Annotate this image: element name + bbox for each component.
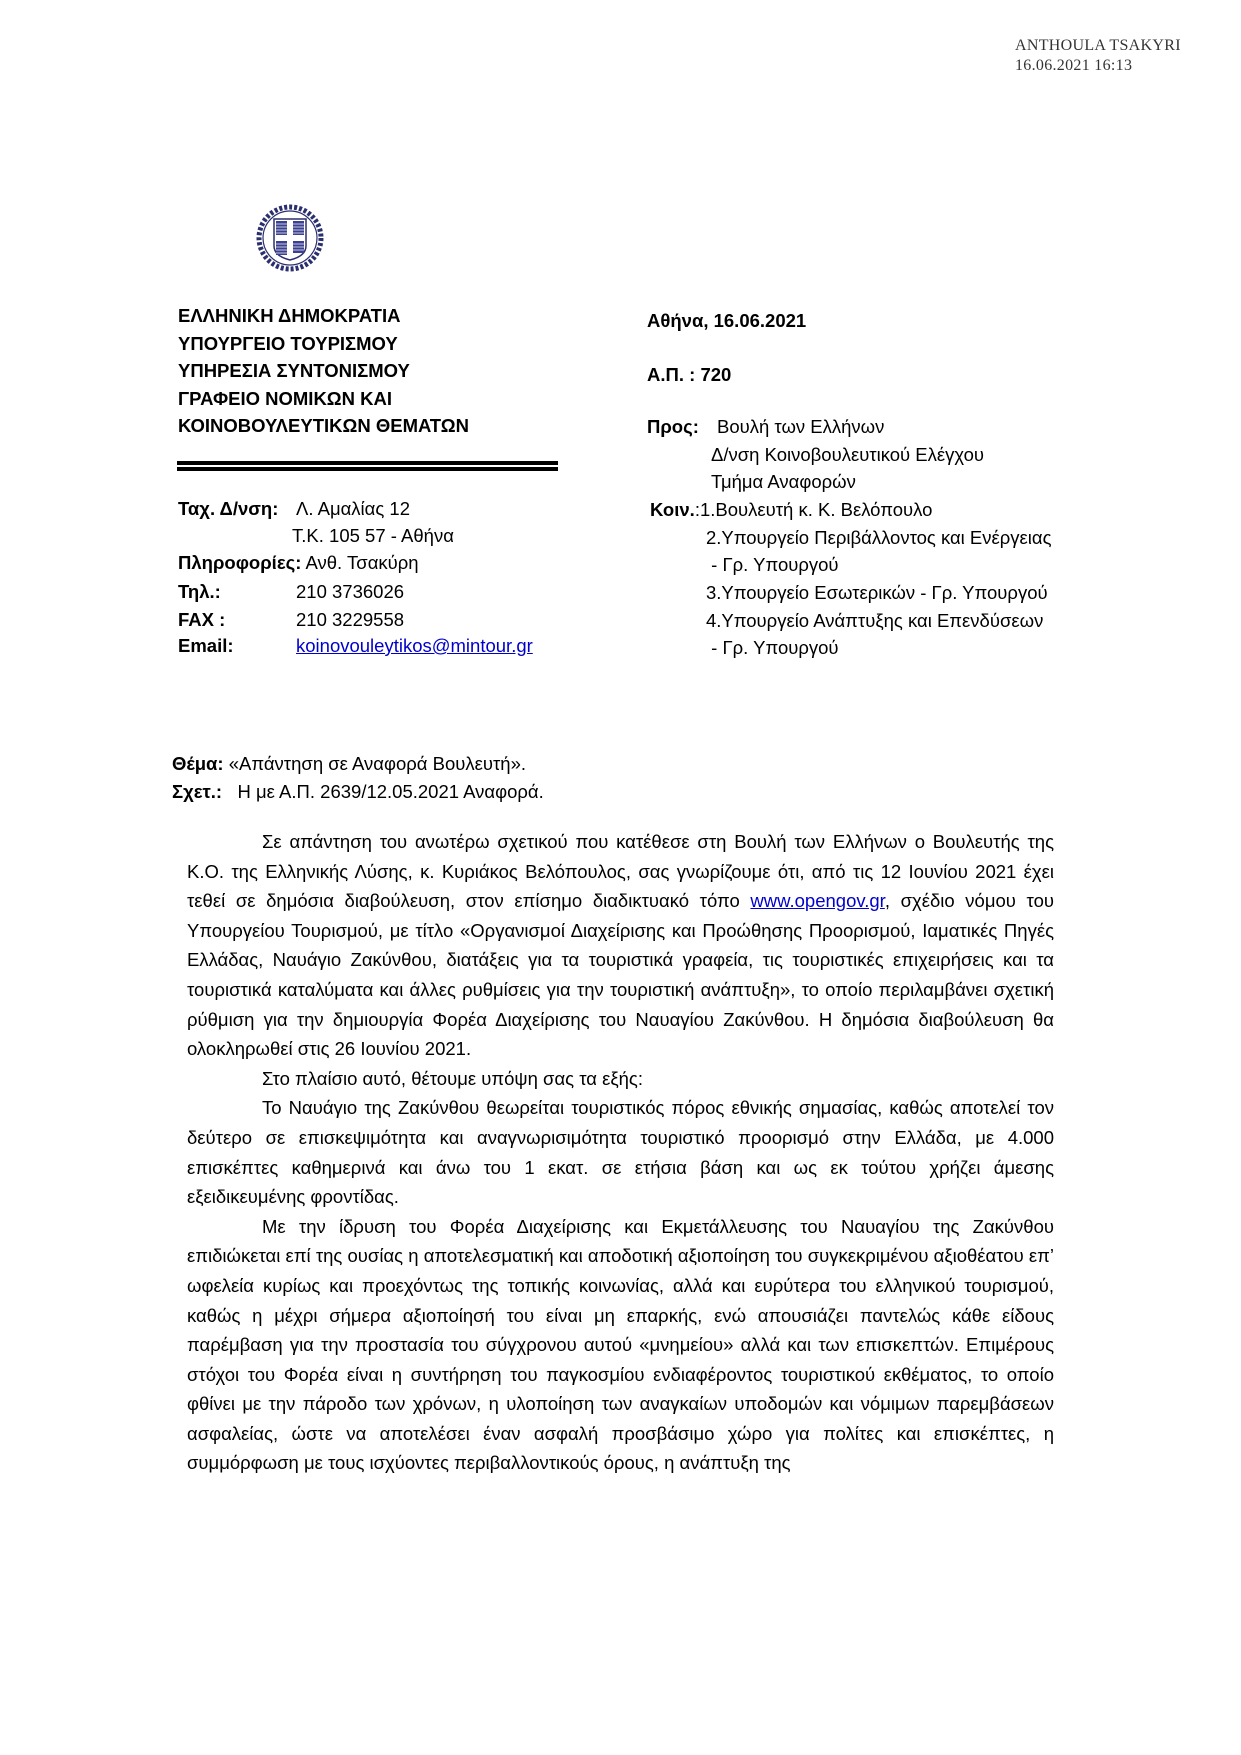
stamp-name: ANTHOULA TSAKYRI	[1015, 37, 1181, 54]
subject-row	[172, 750, 544, 778]
cc-line-1: :1.Βουλευτή κ. Κ. Βελόπουλο	[694, 499, 933, 520]
paragraph-3: Το Ναυάγιο της Ζακύνθου θεωρείται τουριστικός πόρος εθνικής σημασίας, καθώς αποτελεί τον δεύτερο σε επισκεψιμότητα και αναγνωρισιμότητα τουριστικό προορισμό στην Ελλάδα, με 4.000 επισκέπτες καθημερινά και άνω του 1 εκατ. σε ετήσια βάση και ως εκ τούτου χρήζει άμεσης εξειδικευμένης φροντίδας.	[187, 1097, 1054, 1208]
address-line-1: Λ. Αμαλίας 12	[296, 498, 410, 519]
to-line-1: Βουλή των Ελλήνων	[717, 416, 885, 437]
subject-block	[172, 750, 544, 805]
header-divider	[177, 461, 558, 471]
subject-value: «Απάντηση σε Αναφορά Βουλευτή».	[223, 753, 527, 774]
organization-header	[178, 302, 469, 440]
org-line-3: ΥΠΗΡΕΣΙΑ ΣΥΝΤΟΝΙΣΜΟΥ	[178, 360, 410, 381]
signature-stamp	[1015, 36, 1181, 76]
cc-line-3: - Γρ. Υπουργού	[706, 554, 839, 575]
paragraph-4: Με την ίδρυση του Φορέα Διαχείρισης και Εκμετάλλευσης του Ναυαγίου της Ζακύνθου επιδιώκεται επί της ουσίας η αποτελεσματική και αποδοτική αξιοποίηση του συγκεκριμένου αξιοθέατου επ’ ωφελεία κυρίως και προεχόντως της τοπικής κοινωνίας, αλλά και ευρύτερα του ελληνικού τουρισμού, καθώς η μέχρι σήμερα αξιοποίησή του είναι μη επαρκής, ενώ απουσιάζει παντελώς κάθε είδους παρέμβαση για την προστασία του σύγχρονου αυτού «μνημείου» αλλά και των επισκεπτών. Επιμέρους στόχοι του Φορέα είναι η συντήρηση του παγκοσμίου ενδιαφέροντος τουριστικού εκθέματος, το οποίο φθίνει με την πάροδο των χρόνων, η υλοποίηση των αναγκαίων υποδομών και νόμιμων παρεμβάσεων ασφαλείας, ώστε να αποτελέσει έναν ασφαλή προσβάσιμο χώρο για πολίτες και επισκέπτες, η συμμόρφωση με τους ισχύοντες περιβαλλοντικούς όρους, η ανάπτυξη της	[187, 1215, 1054, 1474]
email-label: Email:	[178, 635, 234, 656]
cc-line-2: 2.Υπουργείο Περιβάλλοντος και Ενέργειας	[706, 527, 1052, 548]
cc-line-5: 4.Υπουργείο Ανάπτυξης και Επενδύσεων	[706, 610, 1044, 631]
address-line-2: Τ.Κ. 105 57 - Αθήνα	[292, 525, 454, 546]
info-row	[178, 552, 419, 574]
protocol-number-row	[647, 364, 731, 386]
org-line-5: ΚΟΙΝΟΒΟΥΛΕΥΤΙΚΩΝ ΘΕΜΑΤΩΝ	[178, 415, 469, 436]
info-label: Πληροφορίες:	[178, 552, 302, 573]
subject-label: Θέμα:	[172, 753, 224, 774]
address-row	[178, 498, 410, 520]
to-label: Προς:	[647, 416, 699, 437]
coat-of-arms-icon	[254, 202, 326, 274]
cc-line-4: 3.Υπουργείο Εσωτερικών - Γρ. Υπουργού	[706, 582, 1048, 603]
reference-label: Σχετ.:	[172, 780, 223, 802]
opengov-link[interactable]: www.opengov.gr	[750, 890, 885, 912]
paragraph-1-text-b: , σχέδιο νόμου του Υπουργείου Τουρισμού, με τίτλο «Οργανισμοί Διαχείρισης και Προώθησης Προορισμού, Ιαματικές Πηγές Ελλάδας, Ναυάγιο Ζακύνθου, διατάξεις για τα τουριστικά γραφεία, τις τουριστικές επιχειρήσεις και τα τουριστικά καταλύματα και άλλες ρυθμίσεις για την τουριστική ανάπτυξη», το οποίο περιλαμβάνει σχετική ρύθμιση για την δημιουργία Φορέα Διαχείρισης του Ναυαγίου Ζακύνθου. Η δημόσια διαβούλευση θα ολοκληρωθεί στις 26 Ιουνίου 2021.	[187, 890, 1054, 1060]
cc-label: Κοιν.	[650, 499, 695, 520]
email-link[interactable]: koinovouleytikos@mintour.gr	[296, 635, 533, 656]
to-line-2: Δ/νση Κοινοβουλευτικού Ελέγχου	[711, 444, 985, 465]
recipient-row	[647, 416, 699, 438]
fax-value: 210 3229558	[296, 609, 405, 630]
reference-row	[172, 778, 544, 806]
to-line-3: Τμήμα Αναφορών	[711, 471, 856, 492]
paragraph-2: Στο πλαίσιο αυτό, θέτουμε υπόψη σας τα εξής:	[262, 1067, 643, 1089]
place-date: Αθήνα, 16.06.2021	[647, 310, 807, 331]
cc-line-6: - Γρ. Υπουργού	[706, 637, 839, 658]
org-line-1: ΕΛΛΗΝΙΚΗ ΔΗΜΟΚΡΑΤΙΑ	[178, 305, 401, 326]
phone-value: 210 3736026	[296, 581, 405, 602]
phone-row	[178, 581, 405, 603]
address-label: Ταχ. Δ/νση:	[178, 498, 279, 519]
info-value: Ανθ. Τσακύρη	[305, 552, 419, 573]
protocol-label: Α.Π. :	[647, 364, 696, 385]
email-row	[178, 635, 533, 657]
fax-label: FAX :	[178, 609, 226, 630]
org-line-4: ΓΡΑΦΕΙΟ ΝΟΜΙΚΩΝ ΚΑΙ	[178, 387, 392, 409]
paragraph-1	[187, 827, 1054, 1064]
stamp-datetime: 16.06.2021 16:13	[1015, 57, 1133, 74]
letter-body	[187, 827, 1054, 1478]
phone-label: Τηλ.:	[178, 581, 221, 602]
cc-row-1	[650, 499, 932, 521]
org-line-2: ΥΠΟΥΡΓΕΙΟ ΤΟΥΡΙΣΜΟΥ	[178, 332, 398, 354]
fax-row	[178, 609, 405, 631]
protocol-number: 720	[700, 364, 732, 385]
reference-value: Η με Α.Π. 2639/12.05.2021 Αναφορά.	[222, 780, 544, 802]
paragraph-1-text-a: Σε απάντηση του ανωτέρω σχετικού που κατέθεσε στη Βουλή των Ελλήνων ο Βουλευτής της Κ.Ο. της Ελληνικής Λύσης, κ. Κυριάκος Βελόπουλος, σας γνωρίζουμε ότι, από τις 12 Ιουνίου 2021 έχει τεθεί σε δημόσια διαβούλευση, στον επίσημο διαδικτυακό τόπο	[187, 831, 1054, 912]
